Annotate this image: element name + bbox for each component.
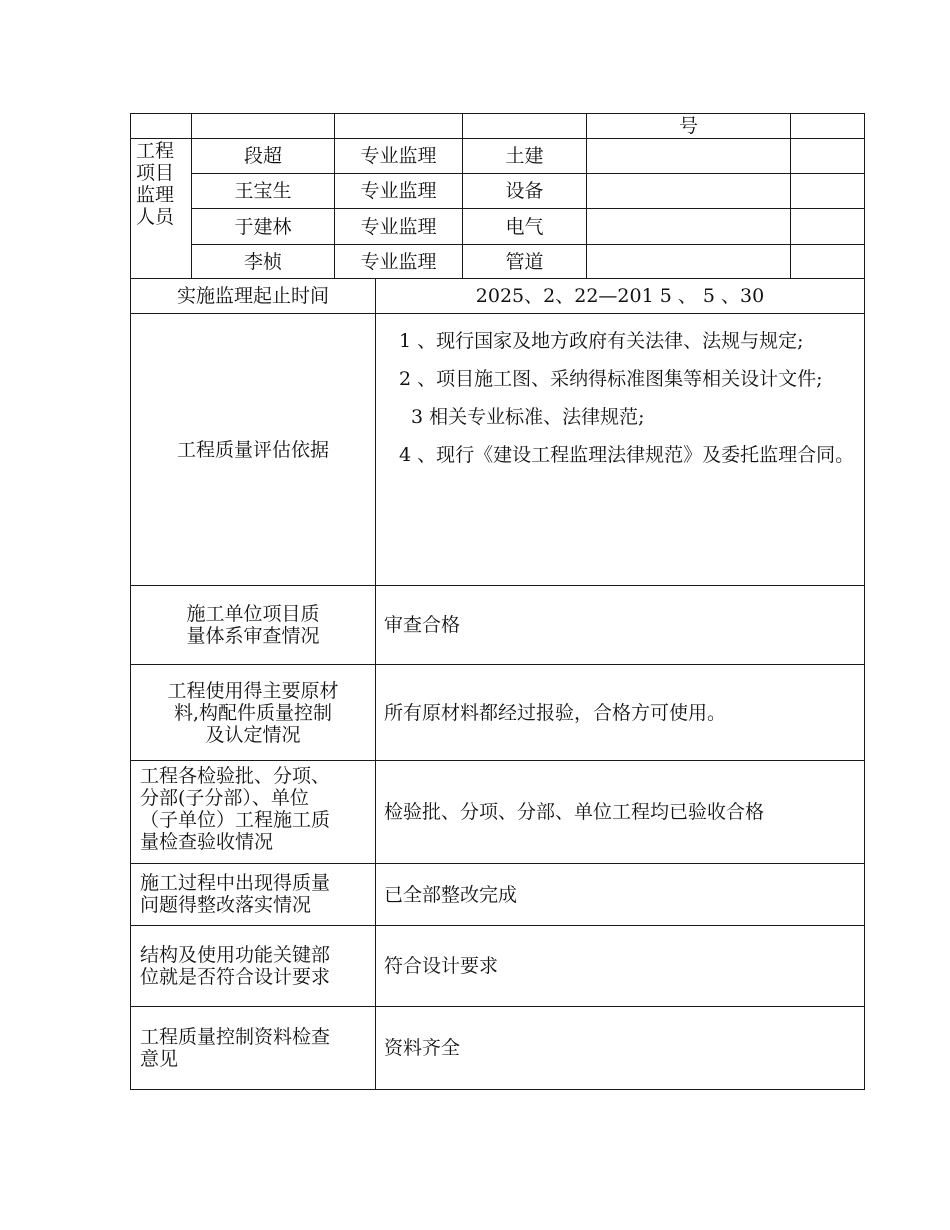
staff-discipline: 电气 bbox=[505, 215, 544, 238]
staff-role: 专业监理 bbox=[360, 145, 437, 167]
basis-item: 4 、现行《建设工程监理法律规范》及委托监理合同。 bbox=[399, 444, 855, 466]
rule bbox=[130, 1089, 865, 1090]
row-label: 工程质量控制资料检查 意见 bbox=[140, 1026, 331, 1070]
basis-list bbox=[383, 322, 859, 474]
basis-item: 3 相关专业标准、法律规范; bbox=[411, 406, 645, 428]
rule bbox=[864, 113, 865, 1090]
row-label: 工程使用得主要原材 料,构配件质量控制 及认定情况 bbox=[167, 679, 339, 746]
row-value: 所有原材料都经过报验，合格方可使用。 bbox=[384, 701, 727, 724]
basis-label: 工程质量评估依据 bbox=[176, 438, 329, 461]
rule bbox=[790, 113, 791, 278]
staff-group-label: 工程 项目 监理 人员 bbox=[136, 140, 175, 228]
period-value: 2025、2、22—201 5 、 5 、30 bbox=[475, 285, 765, 307]
staff-role: 专业监理 bbox=[360, 250, 437, 273]
staff-name: 于建林 bbox=[234, 215, 292, 238]
row-value: 符合设计要求 bbox=[384, 955, 499, 977]
row-label: 施工过程中出现得质量 问题得整改落实情况 bbox=[140, 872, 331, 916]
staff-discipline: 管道 bbox=[505, 250, 544, 273]
row-value: 审查合格 bbox=[384, 614, 461, 636]
row-label: 施工单位项目质 量体系审查情况 bbox=[186, 603, 320, 647]
staff-role: 专业监理 bbox=[360, 215, 437, 238]
basis-item: 2 、项目施工图、采纳得标准图集等相关设计文件; bbox=[399, 368, 823, 390]
staff-name: 李桢 bbox=[243, 250, 282, 273]
staff-discipline: 设备 bbox=[505, 180, 544, 202]
number-label: 号 bbox=[678, 115, 698, 137]
staff-name: 段超 bbox=[243, 145, 282, 167]
staff-discipline: 土建 bbox=[505, 145, 544, 167]
staff-role: 专业监理 bbox=[360, 180, 437, 202]
row-label: 结构及使用功能关键部 位就是否符合设计要求 bbox=[140, 944, 331, 988]
rule bbox=[375, 278, 376, 1090]
row-value: 检验批、分项、分部、单位工程均已验收合格 bbox=[384, 801, 765, 823]
staff-name: 王宝生 bbox=[234, 180, 292, 202]
basis-item: 1 、现行国家及地方政府有关法律、法规与规定; bbox=[399, 330, 804, 352]
row-label: 工程各检验批、分项、 分部(子分部）、单位 （子单位）工程施工质 量检查验收情况 bbox=[140, 765, 331, 853]
row-value: 已全部整改完成 bbox=[384, 883, 518, 906]
row-value: 资料齐全 bbox=[384, 1037, 461, 1059]
period-label: 实施监理起止时间 bbox=[176, 285, 329, 307]
